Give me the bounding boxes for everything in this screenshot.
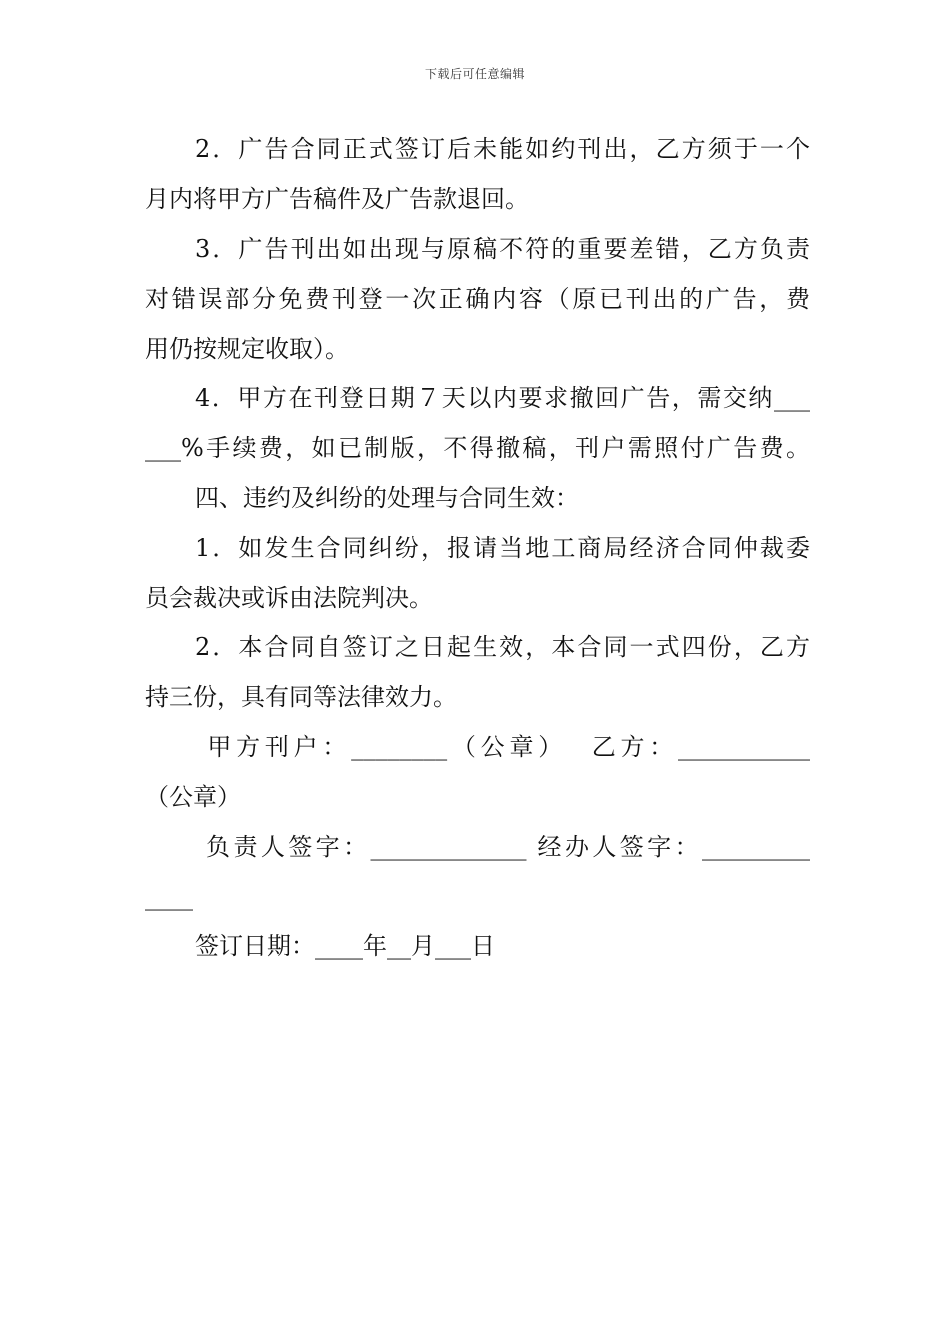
- paragraph-line: 4．甲方在刊登日期７天以内要求撤回广告，需交纳___: [195, 384, 810, 412]
- signature-line-party-a: 甲方刊户：________（公章） 乙方：___________: [195, 733, 810, 761]
- paragraph-line: 用仍按规定收取）。: [145, 335, 349, 363]
- paragraph-line: 2．本合同自签订之日起生效，本合同一式四份，乙方: [195, 633, 810, 661]
- section-heading: 四、违约及纠纷的处理与合同生效：: [195, 484, 579, 512]
- signature-line-signers: 负责人签字：_____________ 经办人签字：_________: [195, 833, 810, 861]
- paragraph-line: 持三份，具有同等法律效力。: [145, 683, 457, 711]
- signing-date-line: 签订日期：____年__月___日: [195, 932, 495, 960]
- paragraph-line: 1．如发生合同纠纷，报请当地工商局经济合同仲裁委: [195, 534, 810, 562]
- signature-line-continuation: ____: [145, 883, 193, 911]
- paragraph-line: ___%手续费，如已制版，不得撤稿，刊户需照付广告费。: [145, 434, 810, 462]
- paragraph-line: 对错误部分免费刊登一次正确内容（原已刊出的广告，费: [145, 285, 810, 313]
- paragraph-line: 月内将甲方广告稿件及广告款退回。: [145, 185, 529, 213]
- paragraph-line: 3．广告刊出如出现与原稿不符的重要差错，乙方负责: [195, 235, 810, 263]
- paragraph-line: 2．广告合同正式签订后未能如约刊出，乙方须于一个: [195, 135, 810, 163]
- paragraph-line: 员会裁决或诉由法院判决。: [145, 584, 433, 612]
- page-header-note: 下载后可任意编辑: [424, 67, 525, 81]
- signature-line-seal: （公章）: [145, 783, 241, 811]
